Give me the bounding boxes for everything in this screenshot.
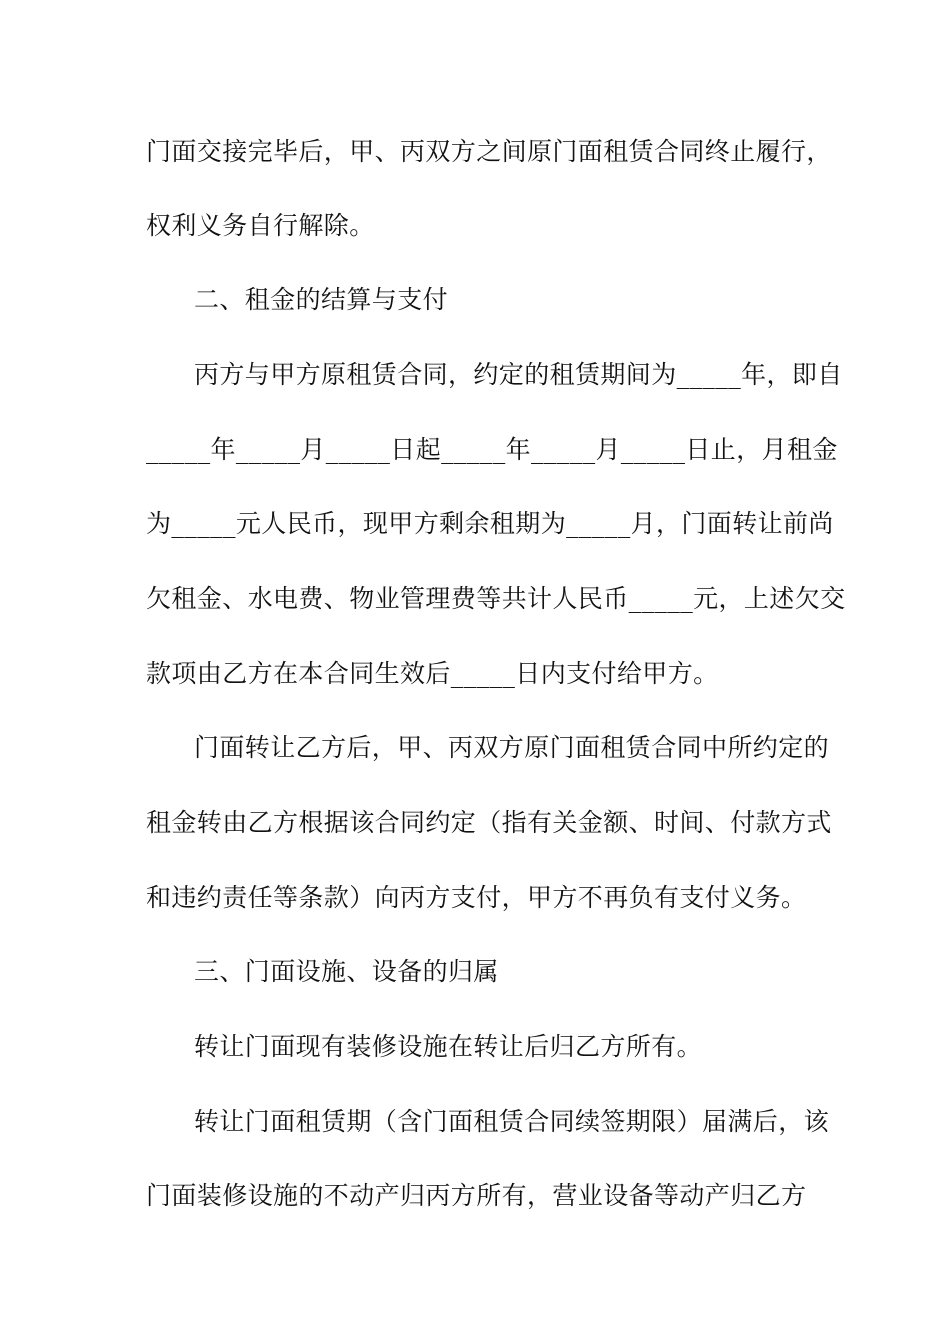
paragraph-line: 欠租金、水电费、物业管理费等共计人民币_____元，上述欠交: [146, 584, 846, 613]
section-heading: 二、租金的结算与支付: [194, 285, 449, 314]
paragraph-line: 租金转由乙方根据该合同约定（指有关金额、时间、付款方式: [146, 808, 832, 837]
paragraph-line: 为_____元人民币，现甲方剩余租期为_____月，门面转让前尚: [146, 509, 834, 538]
paragraph-line: 和违约责任等条款）向丙方支付，甲方不再负有支付义务。: [146, 883, 807, 912]
paragraph-line: 门面交接完毕后，甲、丙双方之间原门面租赁合同终止履行，: [146, 137, 832, 166]
paragraph-line: 转让门面现有装修设施在转让后归乙方所有。: [194, 1032, 703, 1061]
paragraph-line: 款项由乙方在本合同生效后_____日内支付给甲方。: [146, 659, 719, 688]
paragraph-line: 转让门面租赁期（含门面租赁合同续签期限）届满后，该: [194, 1107, 830, 1136]
paragraph-line: 丙方与甲方原租赁合同，约定的租赁期间为_____年，即自: [194, 360, 843, 389]
paragraph-line: 权利义务自行解除。: [146, 211, 375, 240]
paragraph-line: _____年_____月_____日起_____年_____月_____日止，月租金: [146, 435, 838, 464]
paragraph-line: 门面装修设施的不动产归丙方所有，营业设备等动产归乙方: [146, 1181, 807, 1210]
section-heading: 三、门面设施、设备的归属: [194, 957, 499, 986]
paragraph-line: 门面转让乙方后，甲、丙双方原门面租赁合同中所约定的: [194, 733, 830, 762]
